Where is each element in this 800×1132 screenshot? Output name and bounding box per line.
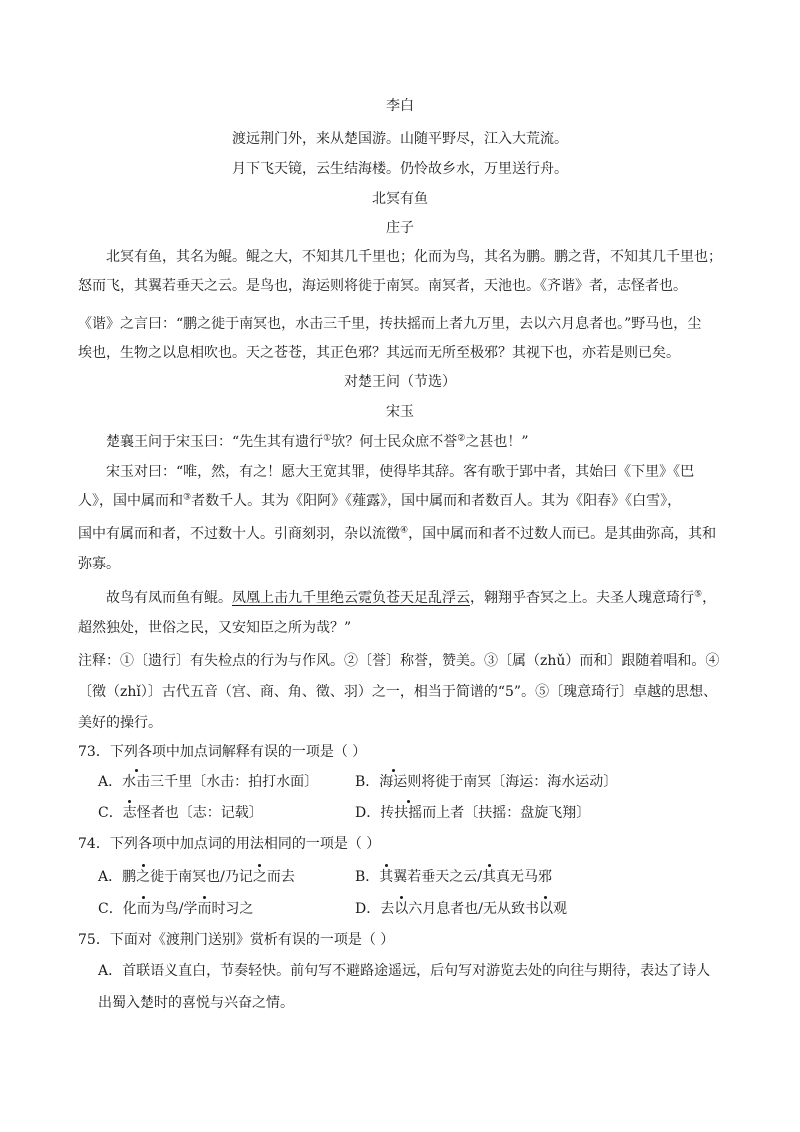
q74-option-b	[355, 866, 552, 888]
q74-d-dotted1: 以	[394, 898, 408, 920]
q73-option-b	[355, 771, 617, 793]
text3-line6-c: ，	[702, 590, 717, 606]
text3-line4	[78, 523, 716, 545]
q73-b-dotted: 海运	[379, 771, 407, 793]
underlined-sentence: 凤凰上击九千里绝云霓负苍天足乱浮云	[232, 590, 470, 606]
text2-paragraph-line4: 埃也，生物之以息相吹也。天之苍苍，其正色邪？其远而无所至极邪？其视下也，亦若是则已矣。	[78, 345, 680, 361]
text3-line1-a: 楚襄王问于宋玉曰：“先生其有遗行	[106, 434, 324, 450]
q74-a-t2: 徙于南冥也/乃记	[150, 869, 253, 885]
text2-paragraph-line2: 怒而飞，其翼若垂天之云。是鸟也，海运则将徙于南冥。南冥者，天池也。《齐谐》者，志怪者也。	[78, 278, 687, 294]
q74-c-dotted2: 而	[197, 898, 211, 920]
q73-b-label: B．	[355, 774, 380, 790]
q74-a-label: A．	[98, 869, 123, 885]
q73-c-dotted: 志	[123, 802, 137, 824]
text3-line6	[106, 587, 716, 609]
text2-title: 北冥有鱼	[372, 191, 428, 207]
q74-c-t2: 为鸟/学	[150, 901, 198, 917]
note-ref-2: ②	[457, 433, 466, 444]
q74-a-dotted1: 之	[136, 866, 150, 888]
q74-b-label: B．	[355, 869, 380, 885]
text3-line4-b: ，国中属而和者不过数人而已。是其曲弥高，其和	[408, 526, 717, 542]
q73-c-rest: 怪者也〔志：记载〕	[136, 805, 263, 821]
notes-line2: 〔徵（zhǐ）〕古代五音（宫、商、角、徵、羽）之一，相当于简谱的“5”。⑤〔瑰意琦行〕卓越的思想、	[78, 684, 718, 700]
text3-line1	[106, 431, 529, 453]
q74-option-c	[98, 898, 253, 920]
q73-d-dotted: 扶摇	[394, 802, 422, 824]
q74-d-t1: 去	[380, 901, 395, 917]
poem1-line2: 月下飞天镜，云生结海楼。仍怜故乡水，万里送行舟。	[232, 161, 568, 177]
text3-line4-a: 国中有属而和者，不过数十人。引商刻羽，杂以流徵	[78, 526, 400, 542]
text2-paragraph-line1: 北冥有鱼，其名为鲲。鲲之大，不知其几千里也；化而为鸟，其名为鹏。鹏之背，不知其几千里也；	[106, 249, 722, 265]
text3-line7: 超然独处，世俗之民，又安知臣之所为哉？”	[78, 620, 352, 636]
note-ref-5: ⑤	[694, 589, 703, 600]
text2-paragraph-line3: 《谐》之言曰：“鹏之徙于南冥也，水击三千里，抟扶摇而上者九万里，去以六月息者也。”野马也，尘	[78, 316, 702, 332]
q74-c-t3: 时习之	[211, 901, 254, 917]
poem1-author: 李白	[386, 98, 414, 114]
q74-b-dotted2: 其	[482, 866, 496, 888]
text3-line2: 宋玉对曰：“唯，然，有之！愿大王宽其罪，使得毕其辞。客有歌于郢中者，其始曰《下里》《巴	[106, 464, 695, 480]
q75-stem: 75．下面对《渡荆门送别》赏析有误的一项是（ ）	[78, 932, 395, 948]
q73-a-dotted: 水击	[122, 771, 150, 793]
text2-author: 庄子	[386, 220, 414, 236]
note-ref-1: ①	[323, 433, 332, 444]
q74-d-t2: 六月息者也/无从致书	[408, 901, 539, 917]
q73-d-pre: 抟	[380, 805, 395, 821]
q73-option-c	[98, 802, 263, 824]
q74-a-t3: 而去	[266, 869, 295, 885]
q74-c-label: C．	[98, 901, 123, 917]
q73-a-label: A．	[98, 774, 123, 790]
text3-line1-c: 之甚也！”	[465, 434, 529, 450]
text3-line6-b: ，翱翔乎杳冥之上。夫圣人瑰意琦行	[470, 590, 694, 606]
q74-c-dotted1: 而	[137, 898, 151, 920]
q74-b-dotted1: 其	[379, 866, 393, 888]
q73-b-rest: 则将徙于南冥〔海运：海水运动〕	[407, 774, 618, 790]
notes-line3: 美好的操行。	[78, 715, 162, 731]
q74-option-a	[98, 866, 295, 888]
q74-d-t3: 观	[552, 901, 567, 917]
text3-line3-a: 人》，国中属而和	[78, 493, 183, 509]
q73-d-label: D．	[355, 805, 381, 821]
q74-c-t1: 化	[122, 901, 137, 917]
text3-line3-b: 者数千人。其为《阳阿》《薤露》，国中属而和者数百人。其为《阳春》《白雪》，	[191, 493, 682, 509]
q75-option-a-line1: A．首联语义直白，节奏轻快。前句写不避路途遥远，后句写对游览去处的向往与期待，表达了诗人	[98, 963, 711, 979]
poem1-line1: 渡远荆门外，来从楚国游。山随平野尽，江入大荒流。	[232, 131, 568, 147]
notes-line1: 注释：①〔遗行〕有失检点的行为与作风。②〔誉〕称誉，赞美。③〔属（zhǔ）而和〕跟随着唱和。④	[78, 653, 720, 669]
text3-line5: 弥寡。	[78, 556, 120, 572]
q73-c-label: C．	[98, 805, 123, 821]
q74-d-dotted2: 以	[539, 898, 553, 920]
note-ref-4: ④	[400, 525, 409, 536]
text3-line6-a: 故鸟有凤而鱼有鲲。	[106, 590, 232, 606]
q74-a-t1: 鹏	[122, 869, 137, 885]
q73-stem: 73．下列各项中加点词解释有误的一项是（ ）	[78, 744, 367, 760]
q74-d-label: D．	[355, 901, 381, 917]
q74-option-d	[355, 898, 567, 920]
q74-b-t2: 翼若垂天之云/	[393, 869, 483, 885]
q73-option-d	[355, 802, 590, 824]
text3-line1-b: 欤？何士民众庶不誉	[331, 434, 458, 450]
text3-author: 宋玉	[386, 404, 414, 420]
q74-stem: 74．下列各项中加点词的用法相同的一项是（ ）	[78, 836, 381, 852]
q75-option-a-line2: 出蜀入楚时的喜悦与兴奋之情。	[98, 995, 294, 1011]
q73-a-rest: 三千里〔水击：拍打水面〕	[150, 774, 319, 790]
text3-line3	[78, 490, 681, 512]
q73-option-a	[98, 771, 318, 793]
q74-a-dotted2: 之	[253, 866, 267, 888]
q74-b-t3: 真无马邪	[496, 869, 553, 885]
text3-title: 对楚王问（节选）	[344, 374, 456, 390]
q73-d-rest: 而上者〔扶摇：盘旋飞翔〕	[422, 805, 591, 821]
note-ref-3: ③	[183, 492, 192, 503]
